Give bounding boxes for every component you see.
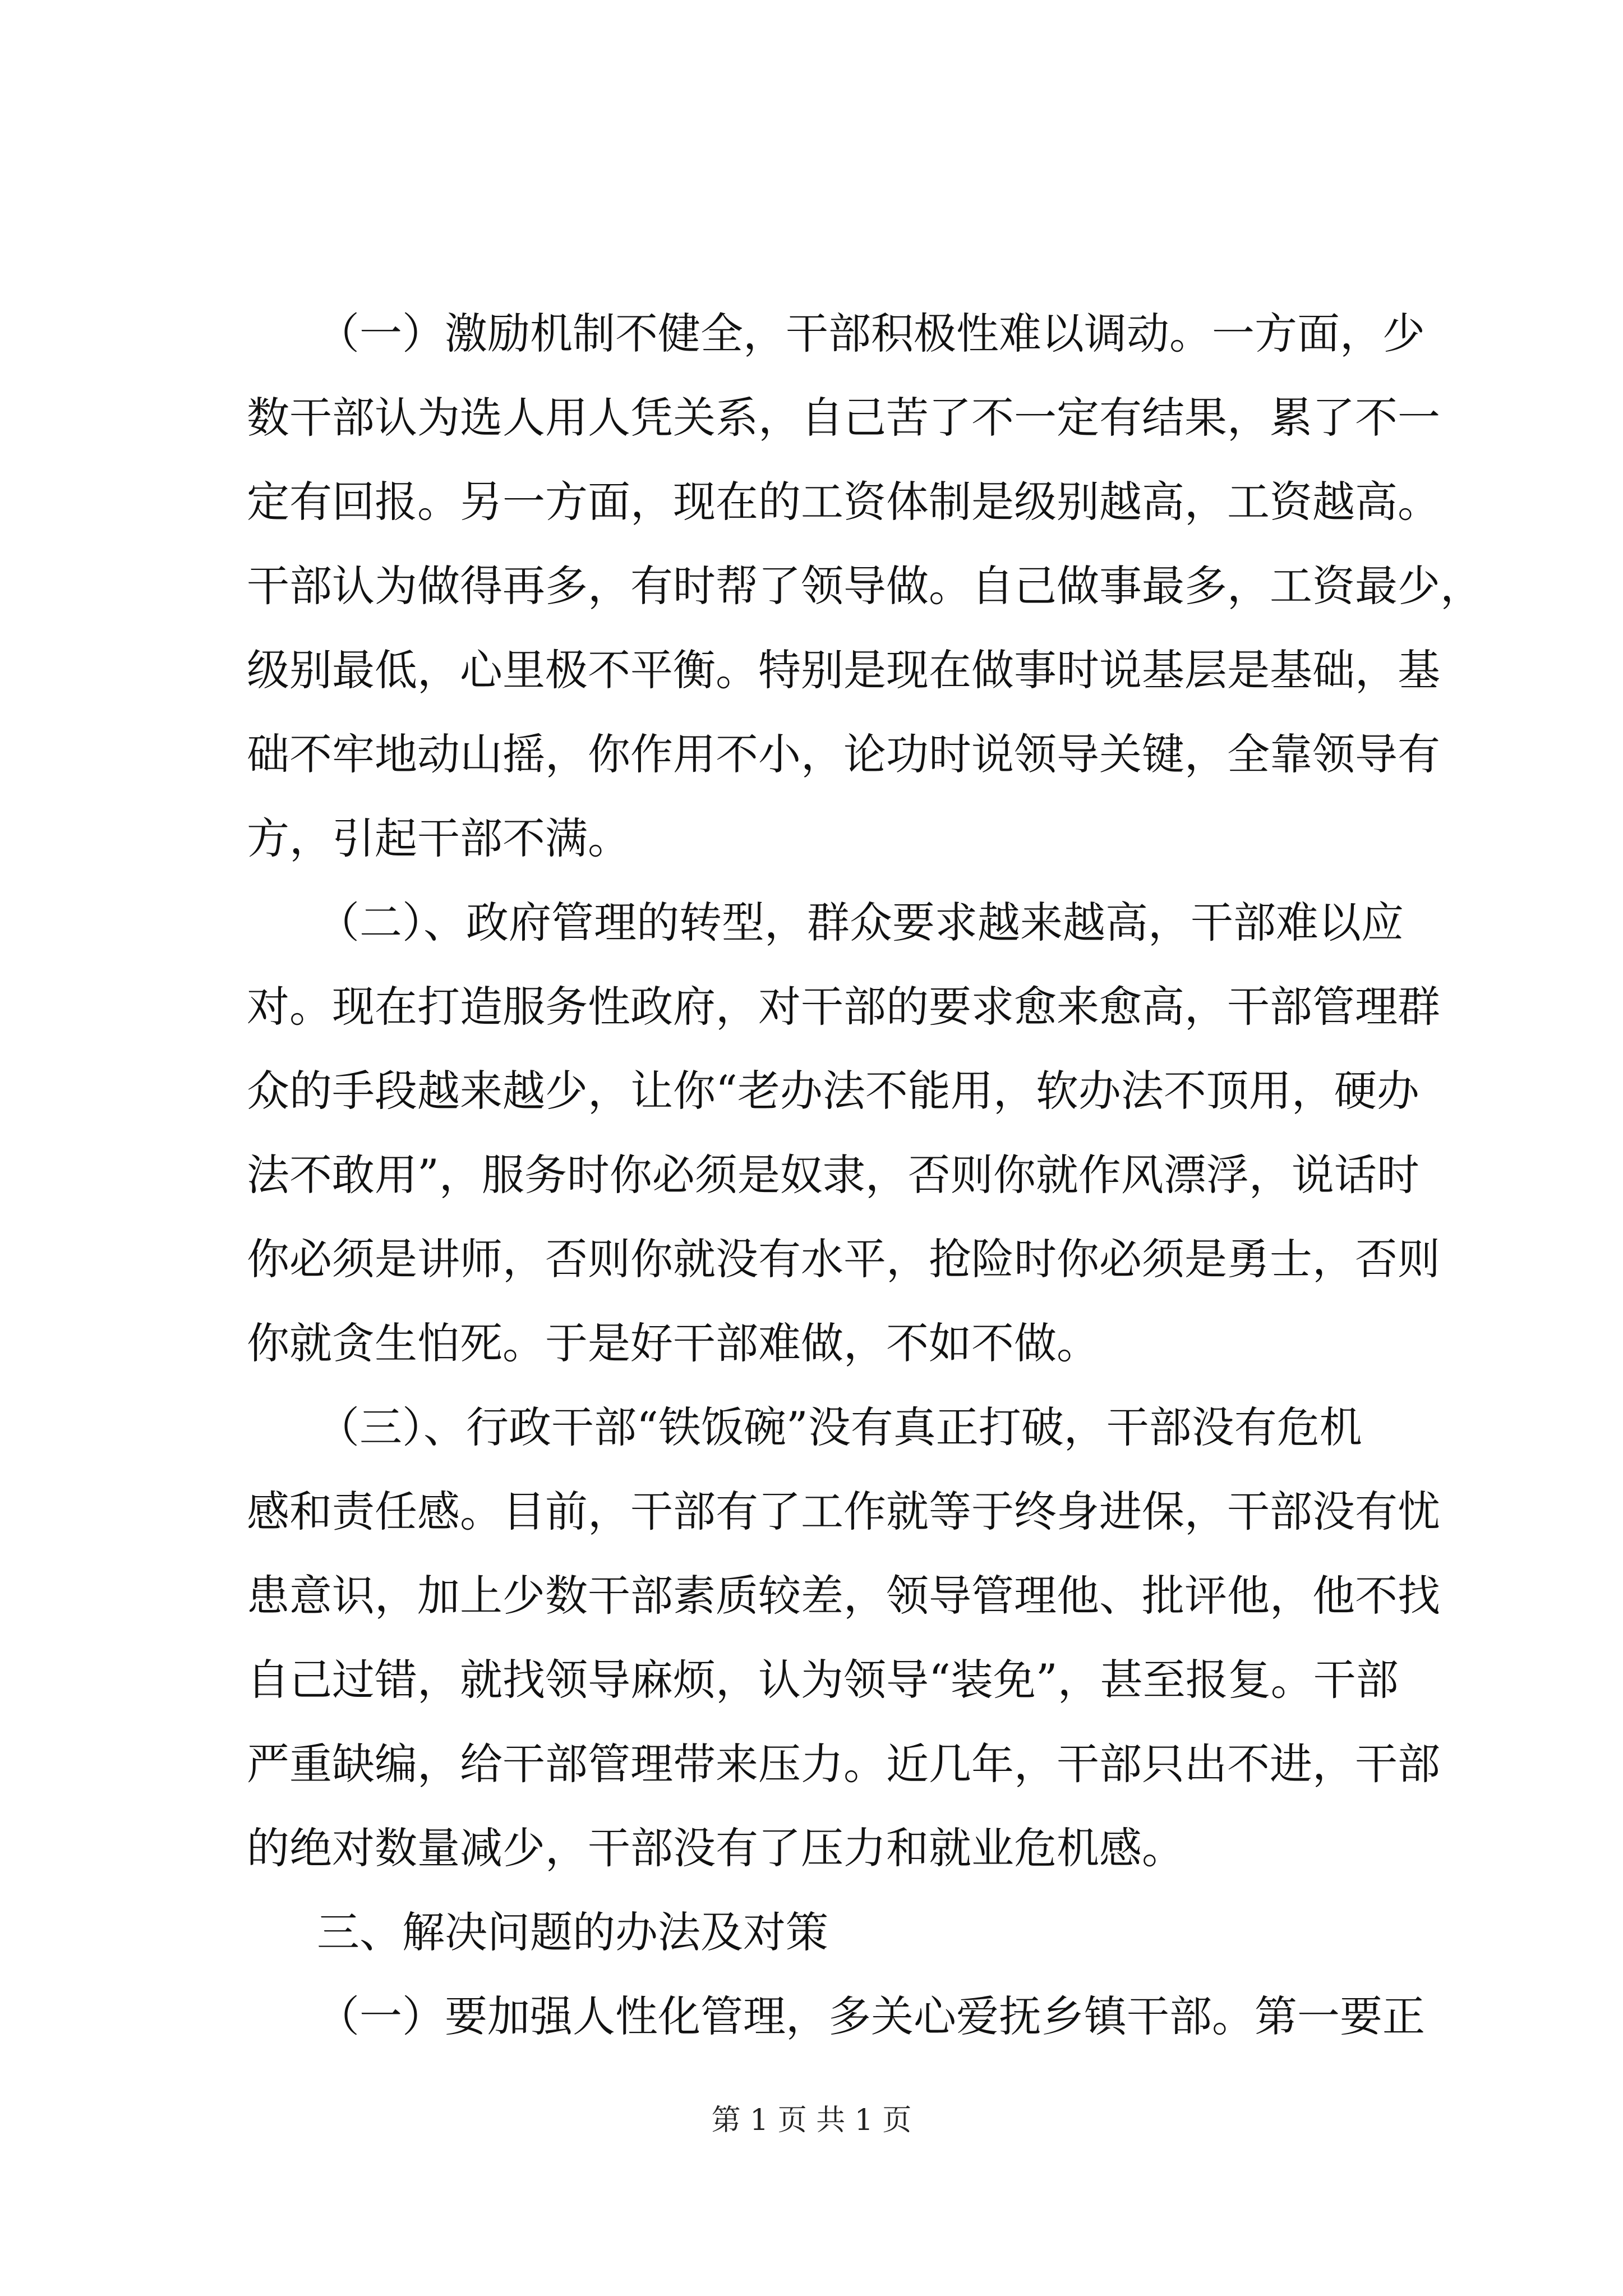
paragraph-3-line-1: （三）、行政干部“铁饭碗”没有真正打破，干部没有危机: [317, 1402, 1362, 1452]
paragraph-2-line-6: 你就贪生怕死。于是好干部难做，不如不做。: [247, 1318, 1099, 1368]
paragraph-3-line-4: 自己过错，就找领导麻烦，认为领导“装免”，甚至报复。干部: [247, 1655, 1399, 1705]
paragraph-3-line-6: 的绝对数量减少，干部没有了压力和就业危机感。: [247, 1823, 1184, 1873]
paragraph-1-line-7: 方，引起干部不满。: [247, 813, 630, 863]
paragraph-1-line-6: 础不牢地动山摇，你作用不小，论功时说领导关键，全靠领导有: [247, 729, 1440, 779]
paragraph-3-line-3: 患意识，加上少数干部素质较差，领导管理他、批评他，他不找: [247, 1571, 1440, 1621]
paragraph-1-line-4: 干部认为做得再多，有时帮了领导做。自己做事最多，工资最少，: [247, 561, 1483, 611]
paragraph-1-line-2: 数干部认为选人用人凭关系，自己苦了不一定有结果，累了不一: [247, 393, 1440, 443]
paragraph-2-line-3: 众的手段越来越少，让你“老办法不能用，软办法不顶用，硬办: [247, 1066, 1419, 1116]
paragraph-2-line-4: 法不敢用”，服务时你必须是奴隶，否则你就作风漂浮，说话时: [247, 1150, 1419, 1200]
paragraph-1-line-1: （一）激励机制不健全，干部积极性难以调动。一方面，少: [317, 309, 1425, 358]
paragraph-2-line-5: 你必须是讲师，否则你就没有水平，抢险时你必须是勇士，否则: [247, 1234, 1440, 1284]
paragraph-3-line-2: 感和责任感。目前，干部有了工作就等于终身进保，干部没有忧: [247, 1487, 1440, 1536]
page-footer: 第 1 页 共 1 页: [711, 2104, 912, 2137]
paragraph-4-line-1: （一）要加强人性化管理，多关心爱抚乡镇干部。第一要正: [317, 1991, 1425, 2041]
paragraph-1-line-3: 定有回报。另一方面，现在的工资体制是级别越高，工资越高。: [247, 477, 1440, 527]
paragraph-2-line-1: （二）、政府管理的转型，群众要求越来越高，干部难以应: [317, 898, 1404, 947]
section-heading: 三、解决问题的办法及对策: [317, 1907, 828, 1957]
paragraph-1-line-5: 级别最低，心里极不平衡。特别是现在做事时说基层是基础，基: [247, 645, 1440, 695]
paragraph-3-line-5: 严重缺编，给干部管理带来压力。近几年，干部只出不进，干部: [247, 1739, 1440, 1789]
paragraph-2-line-2: 对。现在打造服务性政府，对干部的要求愈来愈高，干部管理群: [247, 982, 1440, 1032]
